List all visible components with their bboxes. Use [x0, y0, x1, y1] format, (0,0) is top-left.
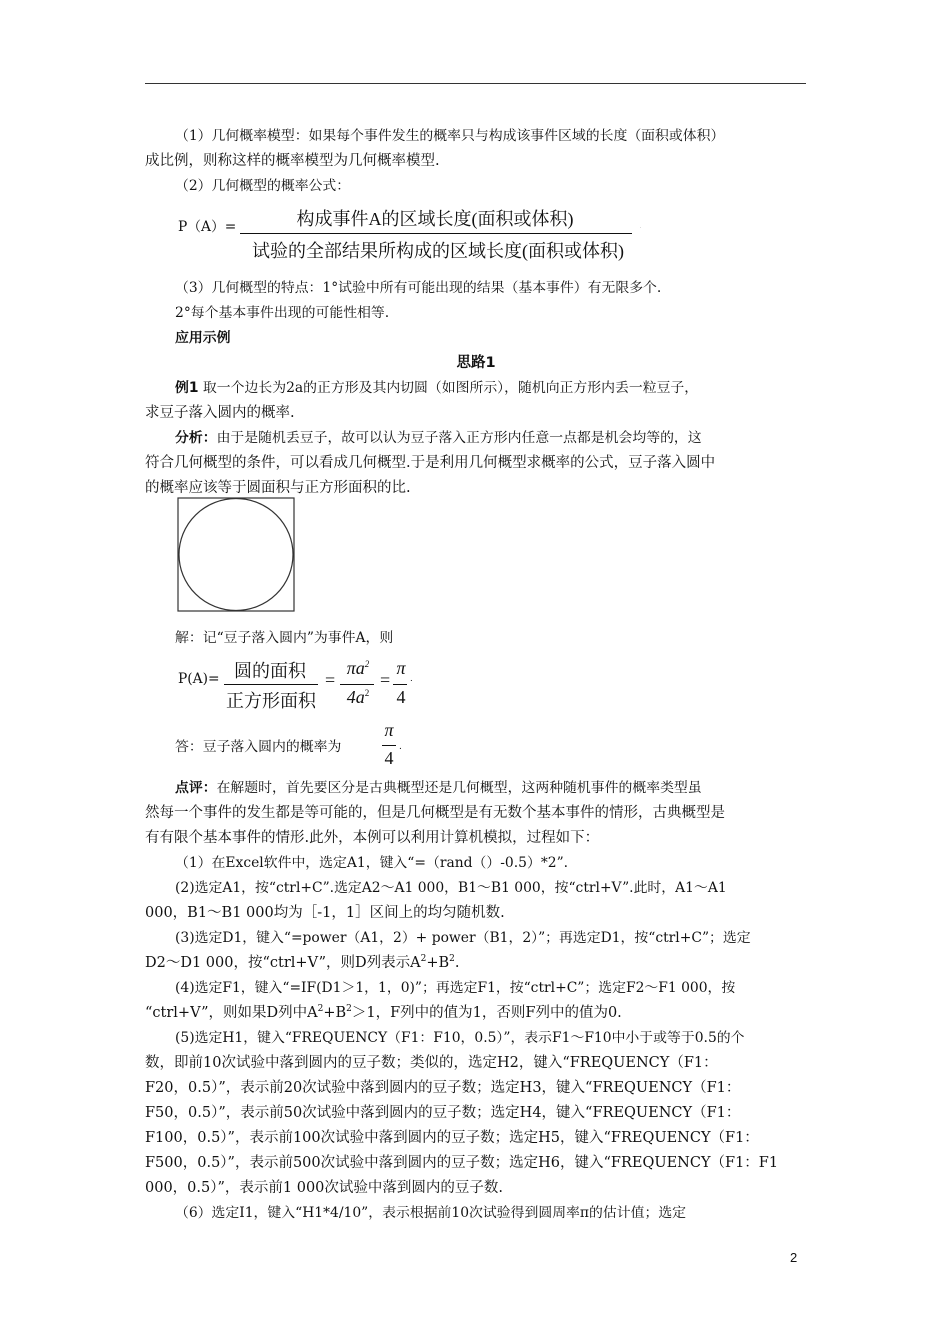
step4-line1: (4)选定F1，键入“=IF(D1＞1，1，0)”；再选定F1，按“ctrl+C”；选定F2～F1 000，按 [175, 980, 736, 996]
formula2-bar-2 [340, 684, 374, 685]
example1-line1 [175, 376, 837, 401]
example1-text: 取一个边长为2a的正方形及其内切圆（如图所示），随机向正方形内丢一粒豆子， [198, 380, 699, 396]
formula1-lhs: P（A）= [178, 219, 237, 235]
step5-line3: F20，0.5）”，表示前20次试验中落到圆内的豆子数；选定H3，键入“FREQUENCY（F1： [145, 1080, 741, 1096]
step4-plus-b: +B [323, 1005, 347, 1021]
analysis-line1 [175, 426, 837, 451]
formula2-exp-1: 2 [364, 659, 370, 669]
para-definition-1: （1）几何概率模型：如果每个事件发生的概率只与构成该事件区域的长度（面积或体积） [175, 128, 725, 144]
comment-line1 [175, 776, 837, 801]
para-formula-intro: （2）几何概型的概率公式： [175, 178, 351, 194]
step6-line1: （6）选定I1，键入“H1*4/10”，表示根据前10次试验得到圆周率π的估计值；选定 [175, 1205, 687, 1221]
step3-line1: (3)选定D1，键入“=power（A1，2）+ power（B1，2）”；再选定D1，按“ctrl+C”；选定 [175, 930, 751, 946]
formula2-bar-1 [224, 684, 318, 685]
example1-label: 例1 [175, 380, 199, 396]
heading-approach-1: 思路1 [456, 355, 496, 371]
step5-line4: F50，0.5）”，表示前50次试验中落到圆内的豆子数；选定H4，键入“FREQUENCY（F1： [145, 1105, 741, 1121]
step4-sup-a: 2 [317, 1004, 324, 1015]
step4-sup-b: 2 [346, 1004, 352, 1015]
formula1-denominator: 试验的全部结果所构成的区域长度(面积或体积) [252, 241, 624, 261]
step4-end: ＞1，F列中的值为1，否则F列中的值为0. [351, 1005, 622, 1021]
step1: （1）在Excel软件中，选定A1，键入“=（rand（）-0.5）*2”. [175, 855, 569, 871]
page-number: 2 [790, 1250, 798, 1265]
answer-text: 答：豆子落入圆内的概率为 [175, 739, 342, 755]
formula2-4a: 4a [346, 687, 365, 707]
comment-label: 点评： [175, 780, 217, 796]
para-features-1: （3）几何概型的特点：1°试验中所有可能出现的结果（基本事件）有无限多个. [175, 280, 662, 296]
analysis-line3: 的概率应该等于圆面积与正方形面积的比. [145, 480, 411, 496]
analysis-label: 分析： [175, 430, 217, 446]
formula2-bar-3 [393, 684, 407, 685]
step5-line2: 数，即前10次试验中落到圆内的豆子数；类似的，选定H2，键入“FREQUENCY（F1： [145, 1055, 718, 1071]
step3-line2 [145, 951, 807, 976]
formula2-pi-a2 [340, 658, 376, 679]
step3-sup-a: 2 [420, 954, 427, 965]
step5-line7: 000，0.5）”，表示前1 000次试验中落到圆内的豆子数. [145, 1180, 504, 1196]
formula2-pi: π [396, 658, 406, 678]
comment-text: 在解题时，首先要区分是古典概型还是几何概型，这两种随机事件的概率类型虽 [216, 780, 702, 796]
answer-end: . [399, 742, 402, 752]
example1-line2: 求豆子落入圆内的概率. [145, 405, 295, 421]
square-circle-figure [177, 497, 297, 613]
heading-examples: 应用示例 [175, 330, 231, 346]
step3-end: . [454, 955, 460, 971]
comment-line3: 有有限个基本事件的情形.此外，本例可以利用计算机模拟，过程如下： [145, 830, 600, 846]
step4-text: “ctrl+V”，则如果D列中A [145, 1005, 318, 1021]
step2-line1: (2)选定A1，按“ctrl+C”.选定A2～A1 000，B1～B1 000，按“ctrl+V”.此时，A1～A1 [175, 880, 727, 896]
step2-line2: 000，B1～B1 000均为［-1，1］区间上的均匀随机数. [145, 905, 505, 921]
formula2-lhs: P(A)= [178, 671, 220, 687]
formula1-end: . [640, 225, 642, 229]
formula2-equals-1: = [325, 670, 336, 690]
step5-line5: F100，0.5）”，表示前100次试验中落到圆内的豆子数；选定H5，键入“FREQUENCY（F1： [145, 1130, 759, 1146]
formula2 [222, 655, 422, 715]
formula1-bar [240, 233, 632, 234]
formula2-exp-2: 2 [364, 688, 370, 698]
step4-line2 [145, 1001, 807, 1026]
analysis-line2: 符合几何概型的条件，可以看成几何概型.于是利用几何概型求概率的公式，豆子落入圆中 [145, 455, 716, 471]
step5-line1: (5)选定H1，键入“FREQUENCY（F1：F10，0.5）”，表示F1～F10中小于或等于0.5的个 [175, 1030, 745, 1046]
solution-intro: 解：记“豆子落入圆内”为事件A，则 [175, 630, 394, 646]
answer-pi: π [384, 720, 394, 740]
answer-fraction [381, 720, 401, 770]
formula2-end: . [410, 674, 413, 684]
para-features-2: 2°每个基本事件出现的可能性相等. [175, 305, 390, 321]
header-rule [145, 83, 806, 84]
step5-line6: F500，0.5）”，表示前500次试验中落到圆内的豆子数；选定H6，键入“FREQUENCY（F1：F1 [145, 1155, 779, 1171]
step3-sup-b: 2 [449, 954, 455, 965]
circle-shape [179, 499, 293, 611]
answer-four: 4 [384, 748, 394, 768]
para-definition-2: 成比例，则称这样的概率模型为几何概率模型. [145, 153, 440, 169]
formula2-four: 4 [396, 687, 406, 707]
step3-text: D2～D1 000，按“ctrl+V”，则D列表示A [145, 955, 421, 971]
formula1-fraction [240, 205, 640, 265]
answer-bar [382, 745, 396, 746]
step3-plus-b: +B [426, 955, 450, 971]
formula2-equals-2: = [380, 670, 391, 690]
analysis-text: 由于是随机丢豆子，故可以认为豆子落入正方形内任意一点都是机会均等的，这 [216, 430, 702, 446]
formula2-pi-a: πa [346, 658, 365, 678]
comment-line2: 然每一个事件的发生都是等可能的，但是几何概型是有无数个基本事件的情形，古典概型是 [145, 805, 725, 821]
formula2-denominator: 正方形面积 [226, 691, 316, 711]
formula2-4a2 [340, 687, 376, 708]
formula2-numerator: 圆的面积 [234, 661, 306, 681]
formula1-numerator: 构成事件A的区域长度(面积或体积) [296, 209, 574, 229]
